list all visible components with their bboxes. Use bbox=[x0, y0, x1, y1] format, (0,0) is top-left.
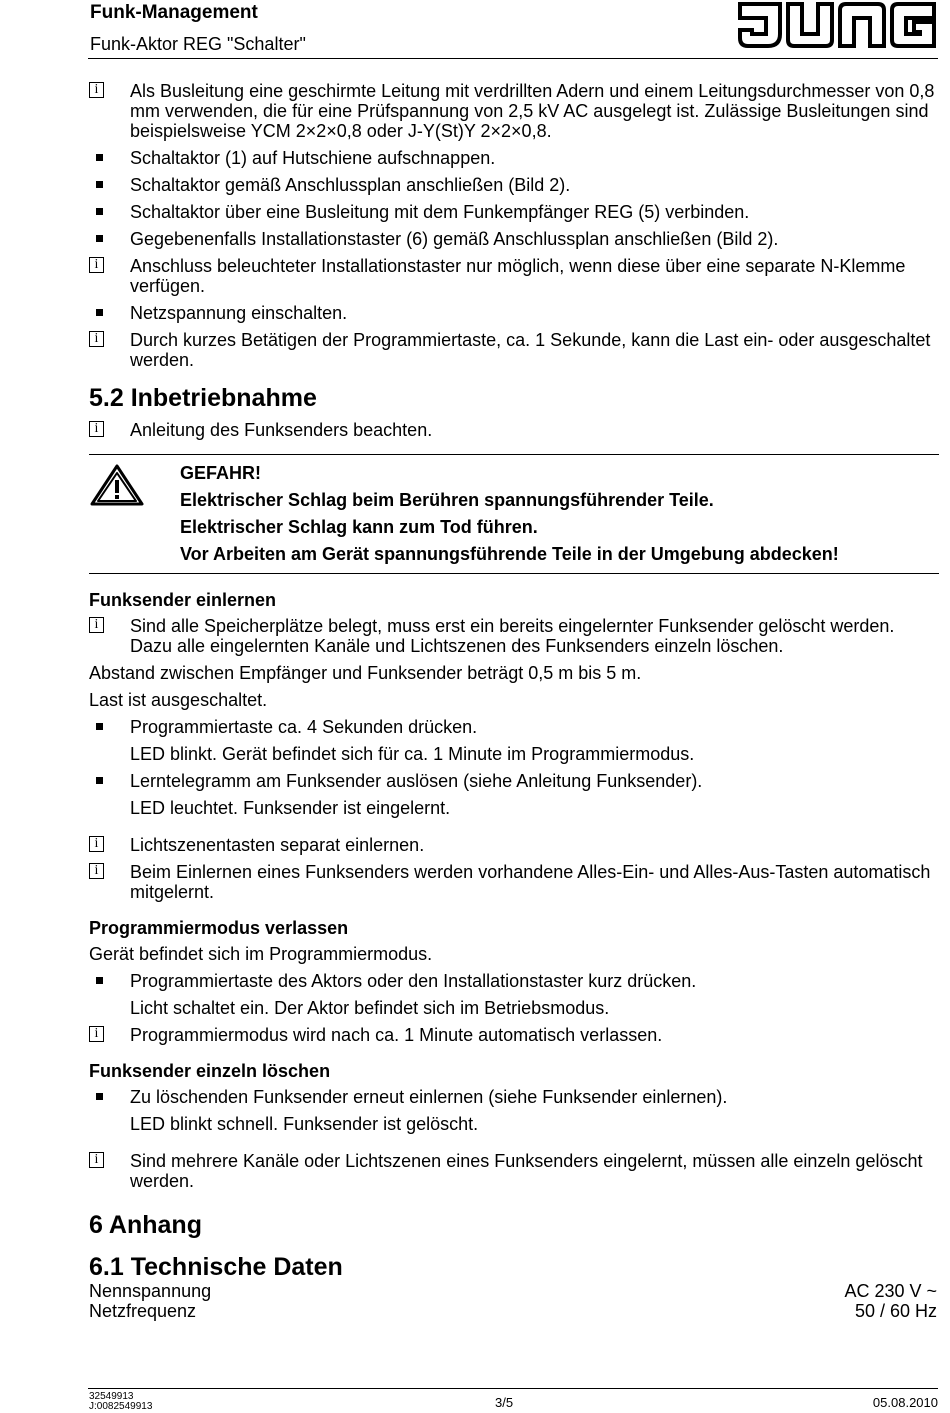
warning-title: GEFAHR! bbox=[180, 463, 261, 483]
document-title: Funk-Management bbox=[90, 2, 258, 23]
list-item bbox=[89, 1087, 939, 1107]
info-icon: i bbox=[89, 331, 104, 347]
list-item-text: Schaltaktor (1) auf Hutschiene aufschnappen. bbox=[130, 148, 496, 168]
tech-value: 50 / 60 Hz bbox=[854, 1301, 937, 1321]
warning-triangle-icon bbox=[89, 463, 145, 507]
info-icon: i bbox=[89, 421, 104, 437]
list-item-text: Netzspannung einschalten. bbox=[130, 303, 348, 323]
result-text: LED blinkt. Gerät befindet sich für ca. 1 Minute im Programmiermodus. bbox=[130, 744, 695, 764]
list-item-text: Lerntelegramm am Funksender auslösen (siehe Anleitung Funksender). bbox=[130, 771, 703, 791]
table-row bbox=[89, 1281, 937, 1301]
result-text: Licht schaltet ein. Der Aktor befindet sich im Betriebsmodus. bbox=[130, 998, 610, 1018]
paragraph: Last ist ausgeschaltet. bbox=[89, 690, 268, 710]
info-icon: i bbox=[89, 1152, 104, 1168]
header-rule bbox=[88, 58, 938, 59]
list-item bbox=[89, 1151, 939, 1191]
warning-bottom-rule bbox=[89, 573, 939, 574]
tech-label: Netzfrequenz bbox=[89, 1301, 197, 1321]
subheading-funksender-loeschen: Funksender einzeln löschen bbox=[89, 1061, 331, 1081]
list-item-text: Zu löschenden Funksender erneut einlernen (siehe Funksender einlernen). bbox=[130, 1087, 728, 1107]
warning-line: Elektrischer Schlag kann zum Tod führen. bbox=[180, 517, 538, 537]
bullet-icon bbox=[96, 154, 103, 161]
section-heading-inbetriebnahme: 5.2 Inbetriebnahme bbox=[89, 384, 317, 412]
list-item bbox=[89, 303, 939, 323]
bullet-icon bbox=[96, 181, 103, 188]
list-item bbox=[89, 175, 939, 195]
list-item-text: Lichtszenentasten separat einlernen. bbox=[130, 835, 425, 855]
list-item bbox=[89, 81, 939, 141]
list-item bbox=[89, 771, 939, 791]
bullet-icon bbox=[96, 309, 103, 316]
list-item-text: Sind mehrere Kanäle oder Lichtszenen eines Funksenders eingelernt, müssen alle einzeln gelöscht werden. bbox=[130, 1151, 923, 1191]
section-heading-technische-daten: 6.1 Technische Daten bbox=[89, 1253, 343, 1281]
warning-box bbox=[89, 455, 939, 573]
list-item bbox=[89, 1025, 939, 1045]
tech-value: AC 230 V ~ bbox=[844, 1281, 937, 1301]
subheading-funksender-einlernen: Funksender einlernen bbox=[89, 590, 277, 610]
list-item bbox=[89, 202, 939, 222]
footer-date: 05.08.2010 bbox=[872, 1395, 938, 1410]
list-item-text: Durch kurzes Betätigen der Programmiertaste, ca. 1 Sekunde, kann die Last ein- oder ausgeschaltet werden. bbox=[130, 330, 931, 370]
list-item-text: Anschluss beleuchteter Installationstaster nur möglich, wenn diese über eine separate N-Klemme verfügen. bbox=[130, 256, 906, 296]
section-heading-anhang: 6 Anhang bbox=[89, 1211, 202, 1239]
footer-doc-no: 32549913 bbox=[89, 1391, 134, 1402]
bullet-icon bbox=[96, 777, 103, 784]
list-item bbox=[89, 420, 939, 440]
list-item-text: Programmiermodus wird nach ca. 1 Minute automatisch verlassen. bbox=[130, 1025, 663, 1045]
warning-line: Elektrischer Schlag beim Berühren spannungsführender Teile. bbox=[180, 490, 714, 510]
paragraph: Abstand zwischen Empfänger und Funksender beträgt 0,5 m bis 5 m. bbox=[89, 663, 642, 683]
bullet-icon bbox=[96, 723, 103, 730]
list-item-text: Als Busleitung eine geschirmte Leitung mit verdrillten Adern und einem Leitungsdurchmesser von 0,8 mm verwenden, die für eine Prüfspannung von 2,5 kV AC ausgelegt ist. Zulässige Busleitungen sind beispielsweise YCM 2×2×0,8 oder J-Y(St)Y 2×2×0,8. bbox=[130, 81, 935, 141]
list-item bbox=[89, 330, 939, 370]
table-row bbox=[89, 1301, 937, 1321]
page-number: 3/5 bbox=[495, 1395, 514, 1410]
tech-data-table bbox=[89, 1281, 937, 1321]
list-item-text: Gegebenenfalls Installationstaster (6) gemäß Anschlussplan anschließen (Bild 2). bbox=[130, 229, 779, 249]
paragraph: Gerät befindet sich im Programmiermodus. bbox=[89, 944, 433, 964]
warning-line: Vor Arbeiten am Gerät spannungsführende Teile in der Umgebung abdecken! bbox=[180, 544, 839, 564]
info-icon: i bbox=[89, 617, 104, 633]
info-icon: i bbox=[89, 1026, 104, 1042]
list-item bbox=[89, 971, 939, 991]
result-text: LED leuchtet. Funksender ist eingelernt. bbox=[130, 798, 451, 818]
info-icon: i bbox=[89, 863, 104, 879]
result-text: LED blinkt schnell. Funksender ist gelöscht. bbox=[130, 1114, 479, 1134]
footer-rule bbox=[88, 1388, 938, 1389]
bullet-icon bbox=[96, 1093, 103, 1100]
list-item bbox=[89, 148, 939, 168]
list-item bbox=[89, 256, 939, 296]
list-item bbox=[89, 835, 939, 855]
list-item-text: Sind alle Speicherplätze belegt, muss erst ein bereits eingelernter Funksender gelöscht werden. Dazu alle eingelernten Kanäle und Lichtszenen des Funksenders einzeln löschen. bbox=[130, 616, 895, 656]
list-item-text: Schaltaktor über eine Busleitung mit dem Funkempfänger REG (5) verbinden. bbox=[130, 202, 750, 222]
list-item-text: Programmiertaste des Aktors oder den Installationstaster kurz drücken. bbox=[130, 971, 697, 991]
list-item-text: Anleitung des Funksenders beachten. bbox=[130, 420, 433, 440]
list-item-text: Programmiertaste ca. 4 Sekunden drücken. bbox=[130, 717, 478, 737]
info-icon: i bbox=[89, 82, 104, 98]
list-item bbox=[89, 862, 939, 902]
bullet-icon bbox=[96, 977, 103, 984]
list-item-text: Schaltaktor gemäß Anschlussplan anschließen (Bild 2). bbox=[130, 175, 571, 195]
list-item bbox=[89, 229, 939, 249]
jung-logo bbox=[736, 0, 938, 52]
subheading-programmiermodus-verlassen: Programmiermodus verlassen bbox=[89, 918, 349, 938]
list-item bbox=[89, 616, 939, 656]
bullet-icon bbox=[96, 208, 103, 215]
info-icon: i bbox=[89, 257, 104, 273]
tech-label: Nennspannung bbox=[89, 1281, 212, 1301]
footer-doc-ref: J:0082549913 bbox=[89, 1401, 153, 1412]
footer-doc-numbers bbox=[89, 1392, 152, 1412]
list-item-text: Beim Einlernen eines Funksenders werden vorhandene Alles-Ein- und Alles-Aus-Tasten automatisch mitgelernt. bbox=[130, 862, 931, 902]
page-content bbox=[89, 81, 939, 1321]
list-item bbox=[89, 717, 939, 737]
document-subtitle: Funk-Aktor REG "Schalter" bbox=[90, 34, 306, 54]
bullet-icon bbox=[96, 235, 103, 242]
info-icon: i bbox=[89, 836, 104, 852]
